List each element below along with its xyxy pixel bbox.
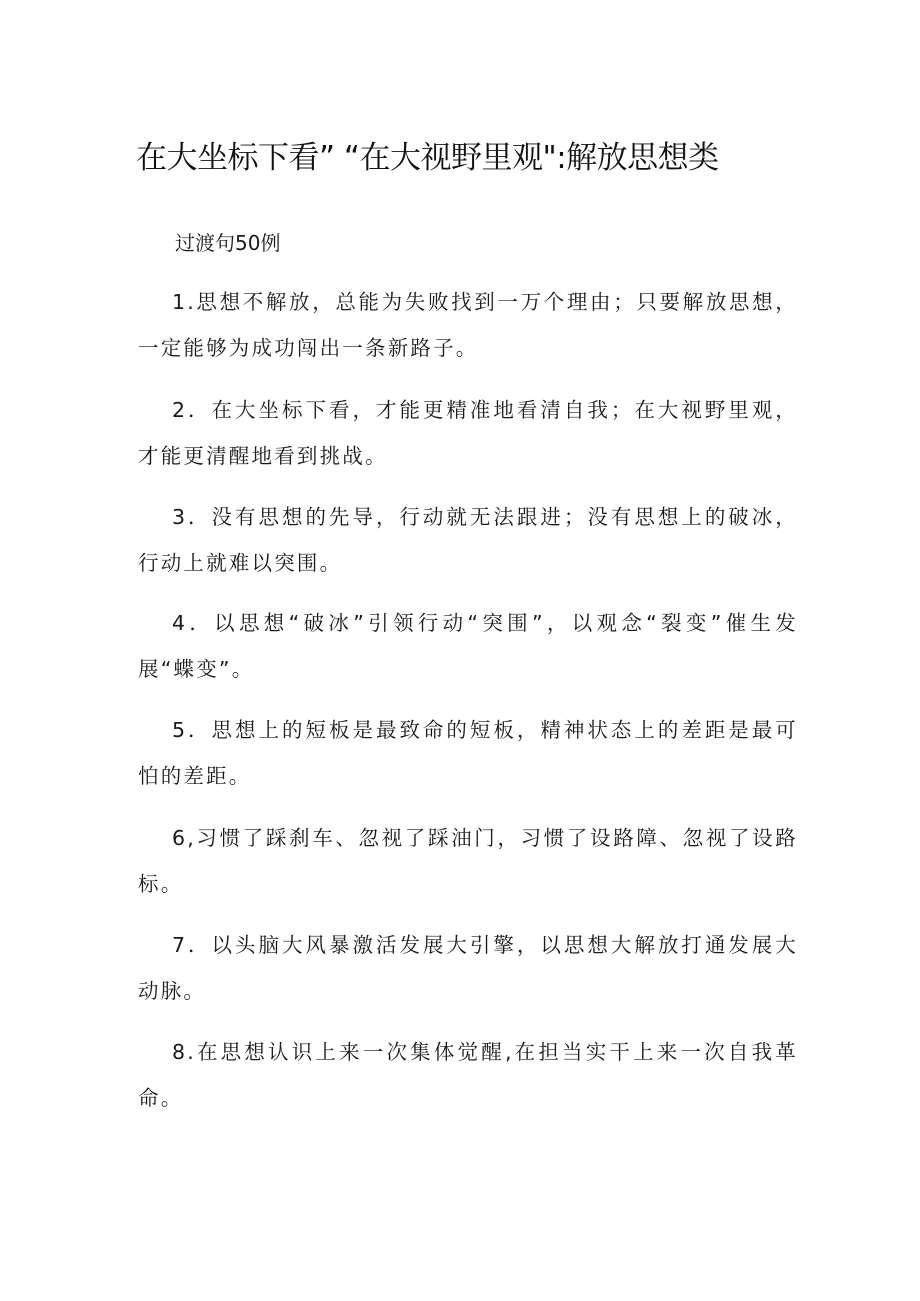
list-item: 1.思想不解放，总能为失败找到一万个理由；只要解放思想，一定能够为成功闯出一条新路子。 — [138, 290, 798, 360]
list-item: 7．以头脑大风暴激活发展大引擎，以思想大解放打通发展大动脉。 — [138, 933, 798, 1003]
list-item: 8.在思想认识上来一次集体觉醒,在担当实干上来一次自我革命。 — [138, 1040, 798, 1110]
document-title: 在大坐标下看” “在大视野里观":解放思想类 — [136, 140, 719, 176]
list-item: 2．在大坐标下看，才能更精准地看清自我；在大视野里观，才能更清醒地看到挑战。 — [138, 398, 798, 468]
list-item: 6,习惯了踩刹车、忽视了踩油门，习惯了设路障、忽视了设路标。 — [138, 826, 798, 896]
list-item: 3．没有思想的先导，行动就无法跟进；没有思想上的破冰，行动上就难以突围。 — [138, 505, 798, 575]
document-subtitle: 过渡句50例 — [175, 231, 281, 255]
list-item: 5．思想上的短板是最致命的短板，精神状态上的差距是最可怕的差距。 — [138, 718, 798, 788]
list-item: 4．以思想“破冰”引领行动“突围”，以观念“裂变”催生发展“蝶变”。 — [138, 611, 798, 681]
